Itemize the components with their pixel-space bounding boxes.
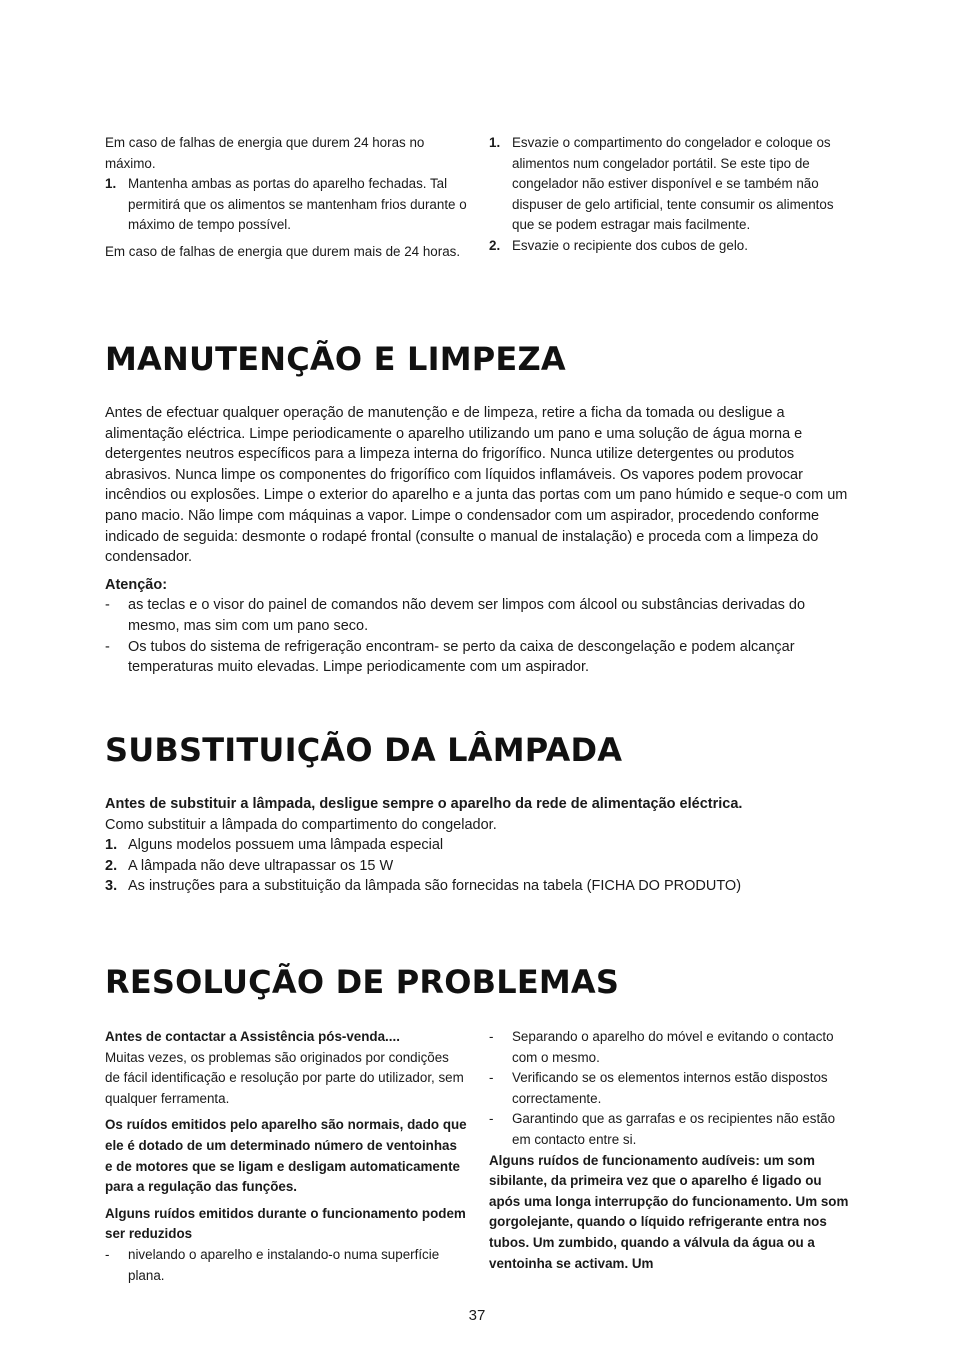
- list-item: [105, 637, 850, 678]
- operating-noise-text: Alguns ruídos de funcionamento audíveis: um som sibilante, da primeira vez que o aparelho é ligado ou após uma longa interrupção do funcionamento. Um som gorgolejante, quando o líquido refrigerante entra nos tubos. Um zumbido, quando a válvula da água ou a ventoinha se activam. Um: [489, 1152, 849, 1271]
- dash-marker: -: [489, 1029, 494, 1044]
- list-item-text: A lâmpada não deve ultrapassar os 15 W: [128, 857, 394, 874]
- maintenance-section: [105, 403, 850, 678]
- list-item: [489, 1068, 851, 1109]
- lamp-warning: Antes de substituir a lâmpada, desligue sempre o aparelho da rede de alimentação eléctrica.: [105, 796, 743, 812]
- power-outage-24h-text: Em caso de falhas de energia que durem 24 horas no máximo.: [105, 135, 425, 171]
- list-item: [489, 1027, 851, 1068]
- normal-noise-text: Os ruídos emitidos pelo aparelho são normais, dado que ele é dotado de um determinado número de ventoinhas e de motores que se ligam e desligam automaticamente para a regulação das funções.: [105, 1117, 467, 1195]
- list-item: [105, 1245, 467, 1286]
- list-item: [105, 595, 850, 636]
- list-item-text: Mantenha ambas as portas do aparelho fechadas. Tal permitirá que os alimentos se mantenham frios durante o máximo de tempo possível.: [128, 176, 467, 233]
- troubleshooting-intro: Muitas vezes, os problemas são originados por condições de fácil identificação e resolução por parte do utilizador, sem qualquer ferramenta.: [105, 1049, 464, 1106]
- top-left-column: [105, 133, 467, 263]
- power-outage-long-text: Em caso de falhas de energia que durem mais de 24 horas.: [105, 243, 461, 259]
- dash-marker: -: [105, 597, 110, 614]
- list-item-text: as teclas e o visor do painel de comandos não devem ser limpos com álcool ou substâncias derivadas do mesmo, mas sim com um pano seco.: [128, 597, 806, 634]
- list-item-text: Garantindo que as garrafas e os recipientes não estão em contacto entre si.: [512, 1111, 836, 1147]
- lamp-how-text: Como substituir a lâmpada do compartimento do congelador.: [105, 816, 497, 833]
- before-contact-heading: Antes de contactar a Assistência pós-venda....: [105, 1029, 400, 1044]
- list-number: 2.: [105, 857, 118, 874]
- maintenance-body: Antes de efectuar qualquer operação de manutenção e de limpeza, retire a ficha da tomada ou desligue a alimentação eléctrica. Limpe periodicamente o aparelho utilizando um pano e uma solução de água morna e detergentes neutros específicos para a limpeza interna do frigorífico. Nunca utilize detergentes ou produtos abrasivos. Nunca limpe os componentes do frigorífico com líquidos inflamáveis. Os vapores podem provocar incêndios ou explosões. Limpe o exterior do aparelho e a junta das portas com um pano húmido e seque-o com um pano macio. Não limpe com máquinas a vapor. Limpe o condensador com um aspirador, procedendo conforme indicado de seguida: desmonte o rodapé frontal (consulte o manual de instalação) e proceda com a limpeza do condensador.: [105, 405, 848, 566]
- dash-marker: -: [489, 1111, 494, 1127]
- list-item: [489, 236, 851, 257]
- list-number: 2.: [489, 237, 501, 253]
- list-item: [489, 133, 851, 236]
- dash-marker: -: [489, 1070, 494, 1086]
- list-item-text: Esvazie o compartimento do congelador e coloque os alimentos num congelador portátil. Se este tipo de congelador não estiver disponível e se também não dispuser de gelo artificial, tente consumir os alimentos que se podem estragar mais facilmente.: [512, 135, 834, 233]
- attention-label: Atenção:: [105, 576, 168, 593]
- list-item-text: nivelando o aparelho e instalando-o numa superfície plana.: [128, 1246, 440, 1283]
- lamp-section: [105, 794, 850, 897]
- troubleshooting-right-column: [489, 1027, 851, 1274]
- dash-marker: -: [105, 1246, 110, 1262]
- dash-marker: -: [105, 638, 110, 655]
- list-item: [105, 174, 467, 236]
- maintenance-title: MANUTENÇÃO E LIMPEZA: [105, 340, 566, 378]
- list-item: [105, 876, 850, 897]
- list-number: 1.: [489, 135, 501, 150]
- list-item-text: Separando o aparelho do móvel e evitando o contacto com o mesmo.: [512, 1029, 834, 1065]
- list-item: [489, 1109, 851, 1150]
- top-right-column: [489, 133, 851, 257]
- reduce-noise-heading: Alguns ruídos emitidos durante o funcionamento podem ser reduzidos: [105, 1205, 466, 1242]
- list-item: [105, 835, 850, 856]
- page-number: 37: [468, 1307, 486, 1324]
- list-number: 1.: [105, 176, 117, 192]
- lamp-title: SUBSTITUIÇÃO DA LÂMPADA: [105, 731, 623, 769]
- list-item-text: As instruções para a substituição da lâmpada são fornecidas na tabela (FICHA DO PRODUTO): [128, 878, 742, 895]
- troubleshooting-left-column: [105, 1027, 467, 1286]
- list-item-text: Verificando se os elementos internos estão dispostos correctamente.: [512, 1070, 828, 1106]
- list-number: 1.: [105, 837, 118, 854]
- list-item-text: Esvazie o recipiente dos cubos de gelo.: [512, 237, 748, 253]
- list-item: [105, 856, 850, 877]
- troubleshooting-title: RESOLUÇÃO DE PROBLEMAS: [105, 963, 620, 1001]
- list-number: 3.: [105, 878, 118, 895]
- list-item-text: Os tubos do sistema de refrigeração encontram- se perto da caixa de descongelação e podem alcançar temperaturas muito elevadas. Limpe periodicamente com um aspirador.: [128, 638, 795, 676]
- list-item-text: Alguns modelos possuem uma lâmpada especial: [128, 837, 444, 854]
